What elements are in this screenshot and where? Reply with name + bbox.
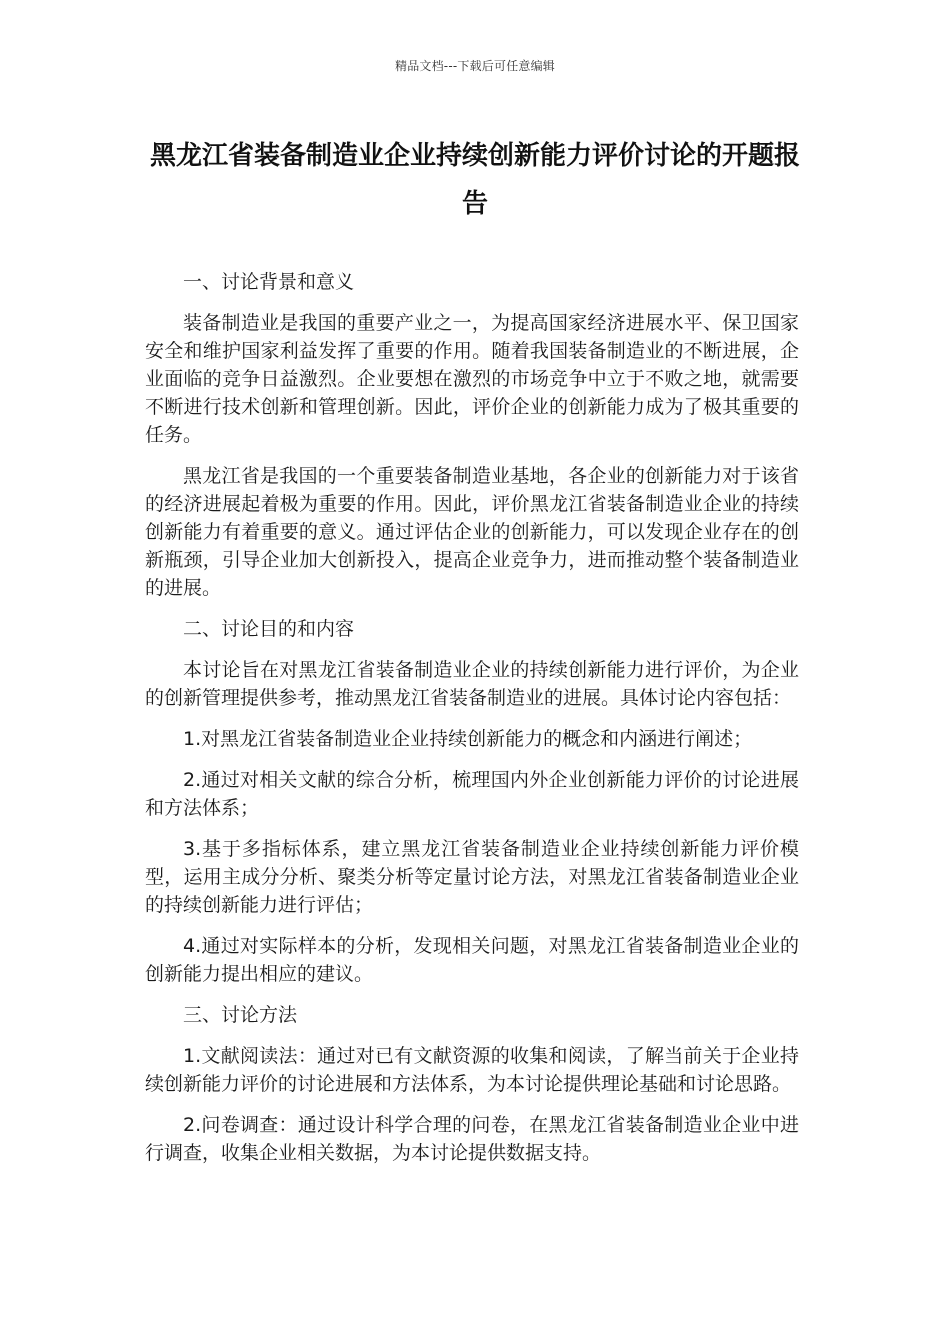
list-item-method-1: 1.文献阅读法：通过对已有文献资源的收集和阅读，了解当前关于企业持续创新能力评价的讨论进展和方法体系，为本讨论提供理论基础和讨论思路。: [145, 1045, 799, 1095]
list-item-content-3: 3.基于多指标体系，建立黑龙江省装备制造业企业持续创新能力评价模型，运用主成分分析、聚类分析等定量讨论方法，对黑龙江省装备制造业企业的持续创新能力进行评估；: [145, 838, 799, 916]
paragraph-background-1: 装备制造业是我国的重要产业之一，为提高国家经济进展水平、保卫国家安全和维护国家利益发挥了重要的作用。随着我国装备制造业的不断进展，企业面临的竞争日益激烈。企业要想在激烈的市场竞争中立于不败之地，就需要不断进行技术创新和管理创新。因此，评价企业的创新能力成为了极其重要的任务。: [145, 312, 799, 446]
paragraph-purpose-intro: 本讨论旨在对黑龙江省装备制造业企业的持续创新能力进行评价，为企业的创新管理提供参考，推动黑龙江省装备制造业的进展。具体讨论内容包括：: [145, 659, 799, 709]
document-title: 黑龙江省装备制造业企业持续创新能力评价讨论的开题报告: [149, 141, 800, 219]
header-note: 精品文档---下载后可任意编辑: [395, 59, 555, 73]
section-heading-background: 一、讨论背景和意义: [183, 271, 355, 293]
section-heading-methods: 三、讨论方法: [183, 1004, 298, 1026]
list-item-content-1: 1.对黑龙江省装备制造业企业持续创新能力的概念和内涵进行阐述；: [183, 728, 753, 750]
list-item-content-4: 4.通过对实际样本的分析，发现相关问题，对黑龙江省装备制造业企业的创新能力提出相应的建议。: [145, 935, 799, 985]
section-heading-purpose: 二、讨论目的和内容: [183, 618, 355, 640]
document-body: [145, 268, 799, 1180]
list-item-method-2: 2.问卷调查：通过设计科学合理的问卷，在黑龙江省装备制造业企业中进行调查，收集企业相关数据，为本讨论提供数据支持。: [145, 1114, 799, 1164]
list-item-content-2: 2.通过对相关文献的综合分析，梳理国内外企业创新能力评价的讨论进展和方法体系；: [145, 769, 799, 819]
paragraph-background-2: 黑龙江省是我国的一个重要装备制造业基地，各企业的创新能力对于该省的经济进展起着极为重要的作用。因此，评价黑龙江省装备制造业企业的持续创新能力有着重要的意义。通过评估企业的创新能力，可以发现企业存在的创新瓶颈，引导企业加大创新投入，提高企业竞争力，进而推动整个装备制造业的进展。: [145, 465, 799, 599]
